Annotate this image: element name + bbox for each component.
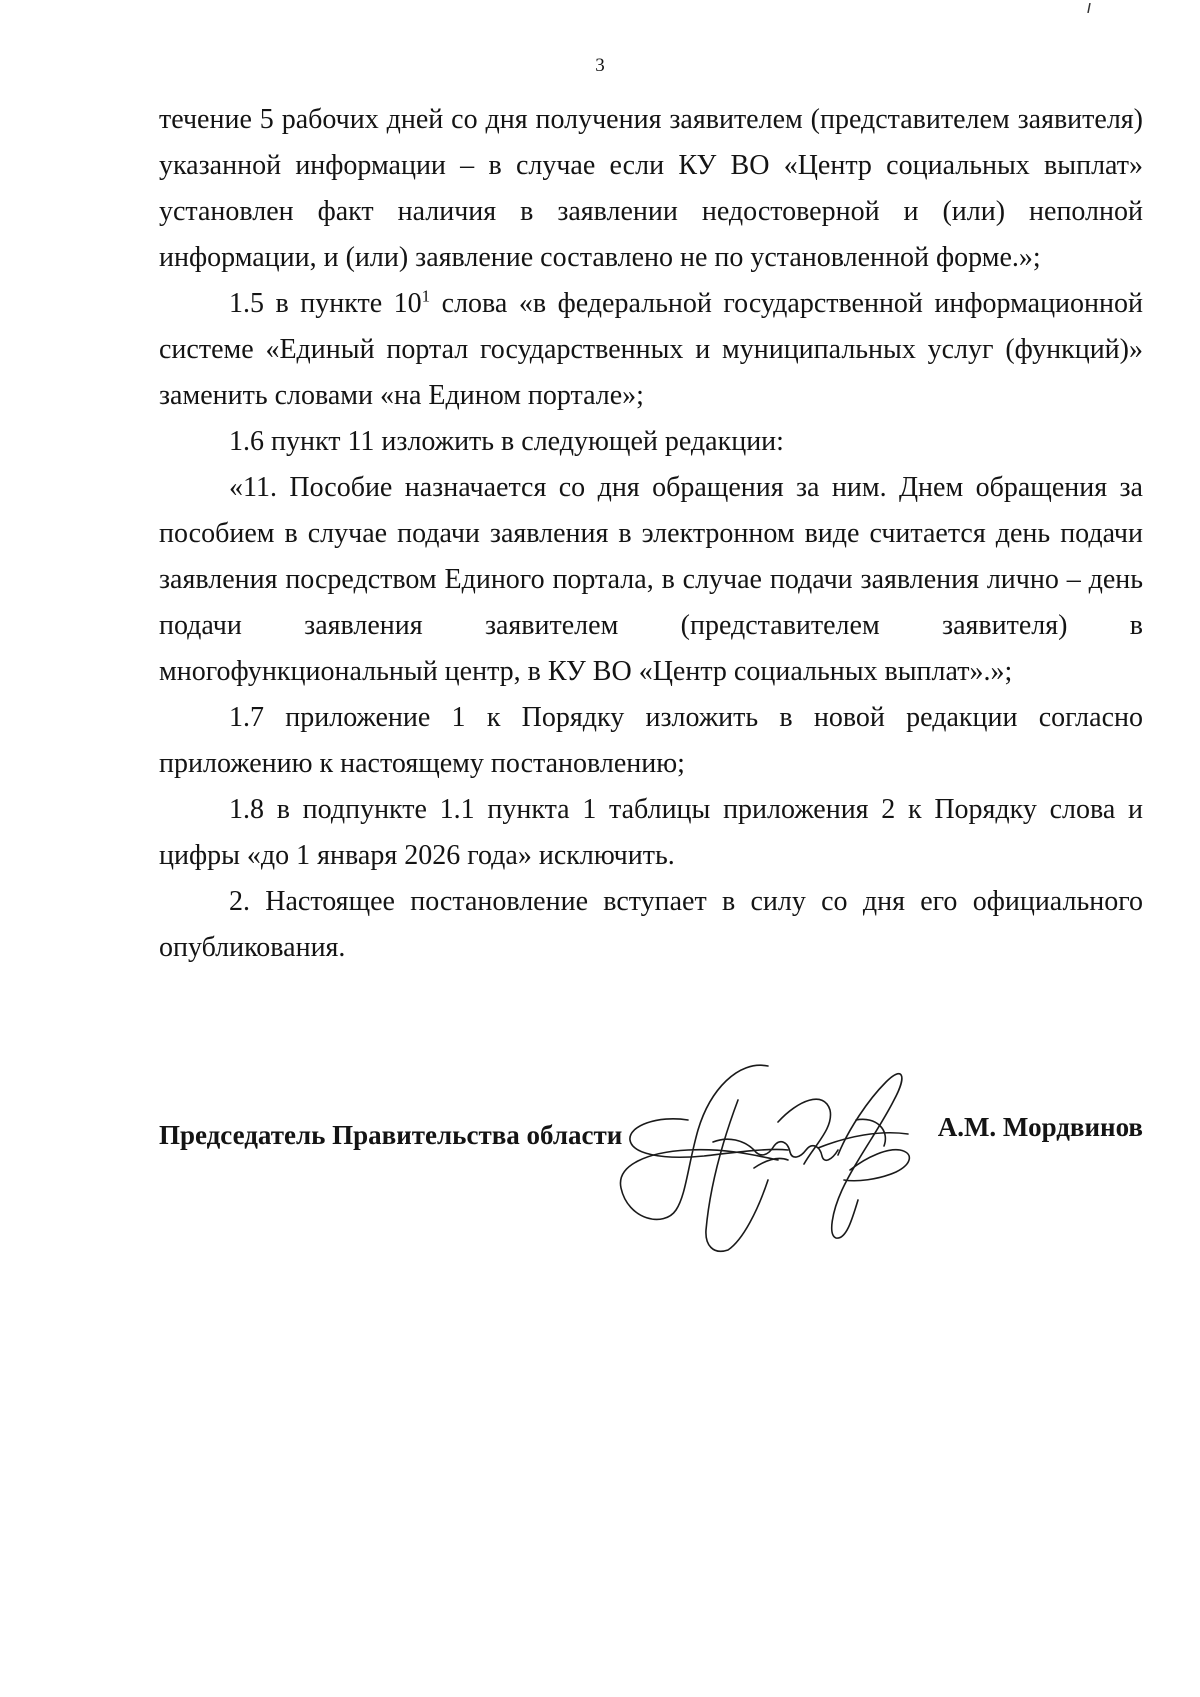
superscript-1: 1 xyxy=(421,286,431,306)
paragraph-quote-11: «11. Пособие назначается со дня обращения за ним. Днем обращения за пособием в случае подачи заявления в электронном виде считается день подачи заявления посредством Единого портала, в случае подачи заявления лично – день подачи заявления заявителем (представителем заявителя) в многофункциональный центр, в КУ ВО «Центр социальных выплат».»; xyxy=(159,472,1143,687)
paragraph-continuation: течение 5 рабочих дней со дня получения заявителем (представителем заявителя) указанной информации – в случае если КУ ВО «Центр социальных выплат» установлен факт наличия в заявлении недостоверной и (или) неполной информации, и (или) заявление составлено не по установленной форме.»; xyxy=(159,104,1143,273)
paragraph-2: 2. Настоящее постановление вступает в силу со дня его официального опубликования. xyxy=(159,886,1143,963)
paragraph-1-7: 1.7 приложение 1 к Порядку изложить в новой редакции согласно приложению к настоящему постановлению; xyxy=(159,702,1143,779)
signer-position: Председатель Правительства области xyxy=(159,1120,623,1150)
document-body xyxy=(159,97,1143,971)
handwritten-signature xyxy=(618,1060,938,1260)
signer-name: А.М. Мордвинов xyxy=(937,1112,1143,1142)
paragraph-1-5-end: слова «в федеральной государственной информационной системе «Единый портал государственных и муниципальных услуг (функций)» заменить словами «на Едином портале»; xyxy=(159,288,1143,411)
page-number: 3 xyxy=(595,55,605,76)
scan-corner-mark xyxy=(1087,0,1091,10)
paragraph-1-5-start: 1.5 в пункте 10 xyxy=(229,288,422,319)
paragraph-1-6: 1.6 пункт 11 изложить в следующей редакции: xyxy=(229,426,784,457)
paragraph-1-8: 1.8 в подпункте 1.1 пункта 1 таблицы приложения 2 к Порядку слова и цифры «до 1 января 2026 года» исключить. xyxy=(159,794,1143,871)
paragraph-1-5 xyxy=(159,281,1143,419)
